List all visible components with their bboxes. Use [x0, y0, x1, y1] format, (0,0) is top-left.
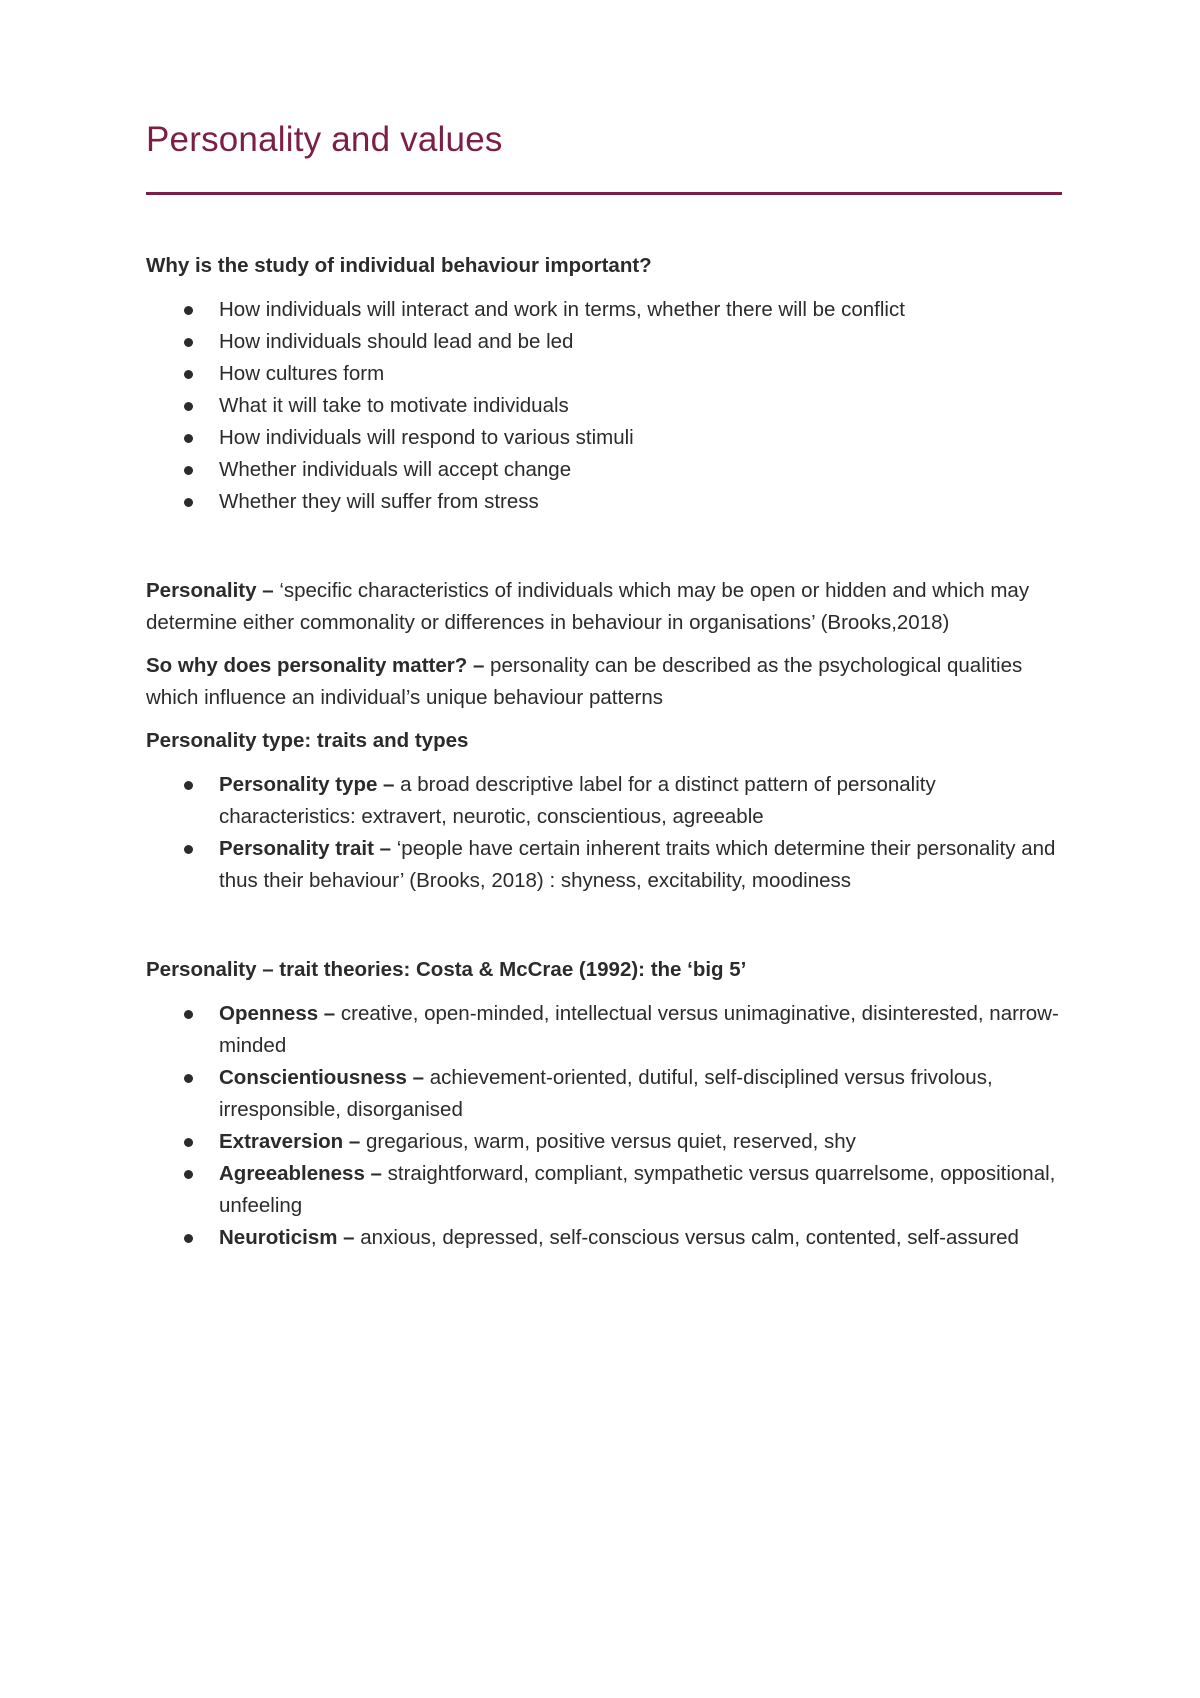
section-heading-importance: Why is the study of individual behaviour important?: [146, 254, 652, 277]
bullet-icon: [184, 434, 193, 443]
bullet-icon: [184, 466, 193, 475]
importance-list: [146, 294, 1062, 518]
definition-text: ‘specific characteristics of individuals which may be open or hidden and which may determine either commonality or differences in behaviour in organisations’ (Brooks,2018): [146, 579, 1030, 634]
traits-types-list: [146, 769, 1062, 897]
bullet-icon: [184, 498, 193, 507]
list-item: Personality type – a broad descriptive label for a distinct pattern of personality characteristics: extravert, neurotic, conscientious, agreeable: [146, 769, 1062, 833]
bullet-icon: [184, 1170, 193, 1179]
list-item: Personality trait – ‘people have certain inherent traits which determine their personality and thus their behaviour’ (Brooks, 2018) : shyness, excitability, moodiness: [146, 833, 1062, 897]
list-item: Whether individuals will accept change: [146, 454, 1062, 486]
document-content: [146, 250, 1062, 1254]
bullet-icon: [184, 338, 193, 347]
list-item: How individuals should lead and be led: [146, 326, 1062, 358]
list-item: How individuals will interact and work in terms, whether there will be conflict: [146, 294, 1062, 326]
section-heading-big-five: Personality – trait theories: Costa & McCrae (1992): the ‘big 5’: [146, 958, 747, 981]
title-divider: [146, 192, 1062, 195]
list-item: How cultures form: [146, 358, 1062, 390]
bullet-icon: [184, 1138, 193, 1147]
big-five-list: [146, 998, 1062, 1254]
bullet-icon: [184, 306, 193, 315]
page-title: Personality and values: [146, 120, 503, 159]
why-matter-text: personality can be described as the psychological qualities which influence an individual’s unique behaviour patterns: [146, 654, 1023, 709]
bullet-icon: [184, 781, 193, 790]
bullet-icon: [184, 402, 193, 411]
personality-definition: [146, 575, 1062, 639]
bullet-icon: [184, 845, 193, 854]
definition-term: Personality –: [146, 579, 274, 602]
list-item: What it will take to motivate individuals: [146, 390, 1062, 422]
bullet-icon: [184, 370, 193, 379]
list-item: Conscientiousness – achievement-oriented, dutiful, self-disciplined versus frivolous, irresponsible, disorganised: [146, 1062, 1062, 1126]
list-item: Agreeableness – straightforward, compliant, sympathetic versus quarrelsome, oppositional, unfeeling: [146, 1158, 1062, 1222]
list-item: Openness – creative, open-minded, intellectual versus unimaginative, disinterested, narrow-minded: [146, 998, 1062, 1062]
list-item: How individuals will respond to various stimuli: [146, 422, 1062, 454]
section-heading-traits-types: Personality type: traits and types: [146, 729, 469, 752]
bullet-icon: [184, 1074, 193, 1083]
why-personality-matters: [146, 650, 1062, 714]
why-matter-term: So why does personality matter? –: [146, 654, 485, 677]
list-item: Whether they will suffer from stress: [146, 486, 1062, 518]
list-item: Extraversion – gregarious, warm, positive versus quiet, reserved, shy: [146, 1126, 1062, 1158]
bullet-icon: [184, 1234, 193, 1243]
list-item: Neuroticism – anxious, depressed, self-conscious versus calm, contented, self-assured: [146, 1222, 1062, 1254]
bullet-icon: [184, 1010, 193, 1019]
